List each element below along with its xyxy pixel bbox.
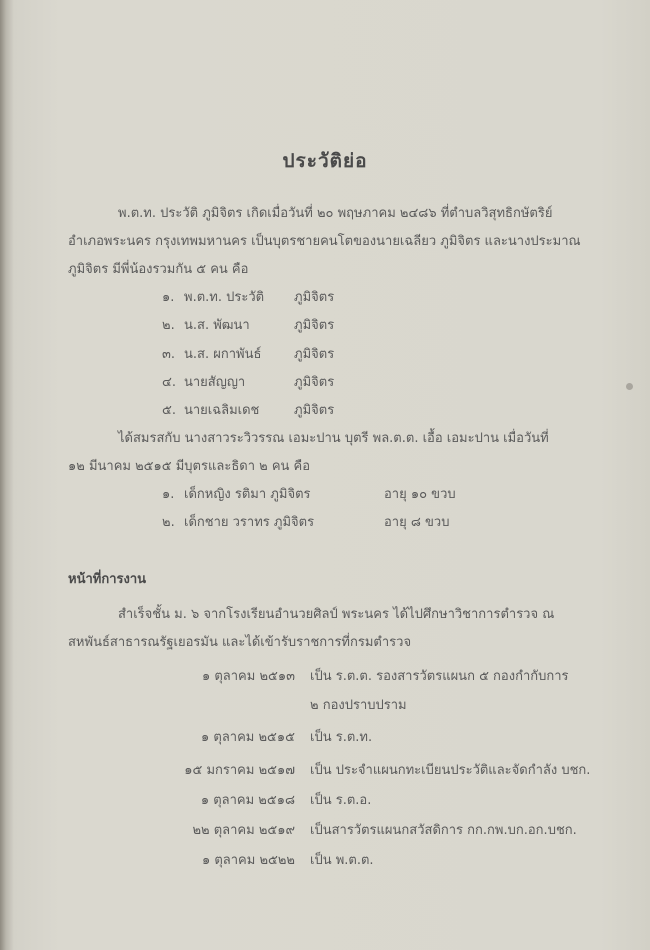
- child-number: ๑.: [162, 487, 175, 502]
- entry-date: ๒๒ ตุลาคม ๒๕๑๙: [192, 823, 295, 838]
- sibling-name: นายสัญญา: [184, 375, 246, 390]
- sibling-surname: ภูมิจิตร: [294, 403, 335, 418]
- career-line: สหพันธ์สาธารณรัฐเยอรมัน และได้เข้ารับราชการที่กรมตำรวจ: [68, 635, 412, 650]
- entry-date: ๑ ตุลาคม ๒๕๒๒: [201, 853, 295, 868]
- child-item: [162, 486, 456, 504]
- sibling-name: พ.ต.ท. ประวัติ: [184, 290, 265, 305]
- bio-line: พ.ต.ท. ประวัติ ภูมิจิตร เกิดเมื่อวันที่ ๒๐ พฤษภาคม ๒๔๘๖ ที่ตำบลวิสุทธิกษัตริย์: [118, 206, 553, 221]
- entry-continuation: ๒ กองปราบปราม: [310, 698, 407, 713]
- sibling-surname: ภูมิจิตร: [294, 290, 335, 305]
- sibling-number: ๓.: [162, 347, 176, 362]
- sibling-number: ๔.: [162, 375, 176, 390]
- child-name: เด็กหญิง รติมา ภูมิจิตร: [184, 487, 311, 502]
- entry-date: ๑ ตุลาคม ๒๕๑๓: [201, 669, 295, 684]
- bio-line: อำเภอพระนคร กรุงเทพมหานคร เป็นบุตรชายคนโตของนายเฉลียว ภูมิจิตร และนางประมาณ: [68, 234, 581, 249]
- career-line: สำเร็จชั้น ม. ๖ จากโรงเรียนอำนวยศิลป์ พระนคร ได้ไปศึกษาวิชาการตำรวจ ณ: [118, 607, 555, 622]
- sibling-surname: ภูมิจิตร: [294, 318, 335, 333]
- child-name: เด็กชาย วราทร ภูมิจิตร: [184, 515, 315, 530]
- sibling-number: ๑.: [162, 290, 175, 305]
- sibling-surname: ภูมิจิตร: [294, 375, 335, 390]
- entry-position: เป็น ร.ต.อ.: [310, 793, 372, 808]
- sibling-item: [162, 346, 334, 364]
- sibling-number: ๕.: [162, 403, 176, 418]
- section-heading: หน้าที่การงาน: [68, 572, 147, 587]
- sibling-item: [162, 374, 334, 392]
- paper-spot: [626, 383, 633, 390]
- sibling-name: น.ส. ผกาพันธ์: [184, 347, 262, 362]
- child-item: [162, 514, 449, 532]
- entry-position: เป็น ร.ต.ต. รองสารวัตรแผนก ๕ กองกำกับการ: [310, 669, 569, 684]
- page-title: ประวัติย่อ: [282, 150, 368, 172]
- entry-date: ๑ ตุลาคม ๒๕๑๘: [200, 793, 295, 808]
- entry-date: ๑๕ มกราคม ๒๕๑๗: [184, 763, 295, 778]
- sibling-number: ๒.: [162, 318, 175, 333]
- child-age: อายุ ๘ ขวบ: [384, 515, 450, 530]
- sibling-surname: ภูมิจิตร: [294, 347, 335, 362]
- marriage-line: ได้สมรสกับ นางสาวระวิวรรณ เอมะปาน บุตรี พล.ต.ต. เอื้อ เอมะปาน เมื่อวันที่: [118, 431, 549, 446]
- entry-position: เป็น พ.ต.ต.: [310, 853, 374, 868]
- sibling-item: [162, 289, 334, 307]
- sibling-name: นายเฉลิมเดช: [184, 403, 260, 418]
- marriage-line: ๑๒ มีนาคม ๒๕๑๕ มีบุตรและธิดา ๒ คน คือ: [68, 459, 311, 474]
- entry-position: เป็นสารวัตรแผนกสวัสดิการ กก.กพ.บก.อก.บชก.: [310, 823, 577, 838]
- sibling-item: [162, 317, 334, 335]
- child-number: ๒.: [162, 515, 175, 530]
- child-age: อายุ ๑๐ ขวบ: [384, 487, 456, 502]
- entry-position: เป็น ประจำแผนกทะเบียนประวัติและจัดกำลัง บชก.: [310, 763, 591, 778]
- sibling-name: น.ส. พัฒนา: [184, 318, 250, 333]
- bio-line: ภูมิจิตร มีพี่น้องรวมกัน ๕ คน คือ: [68, 262, 249, 277]
- sibling-item: [162, 402, 334, 420]
- entry-position: เป็น ร.ต.ท.: [310, 730, 373, 745]
- entry-date: ๑ ตุลาคม ๒๕๑๕: [201, 730, 295, 745]
